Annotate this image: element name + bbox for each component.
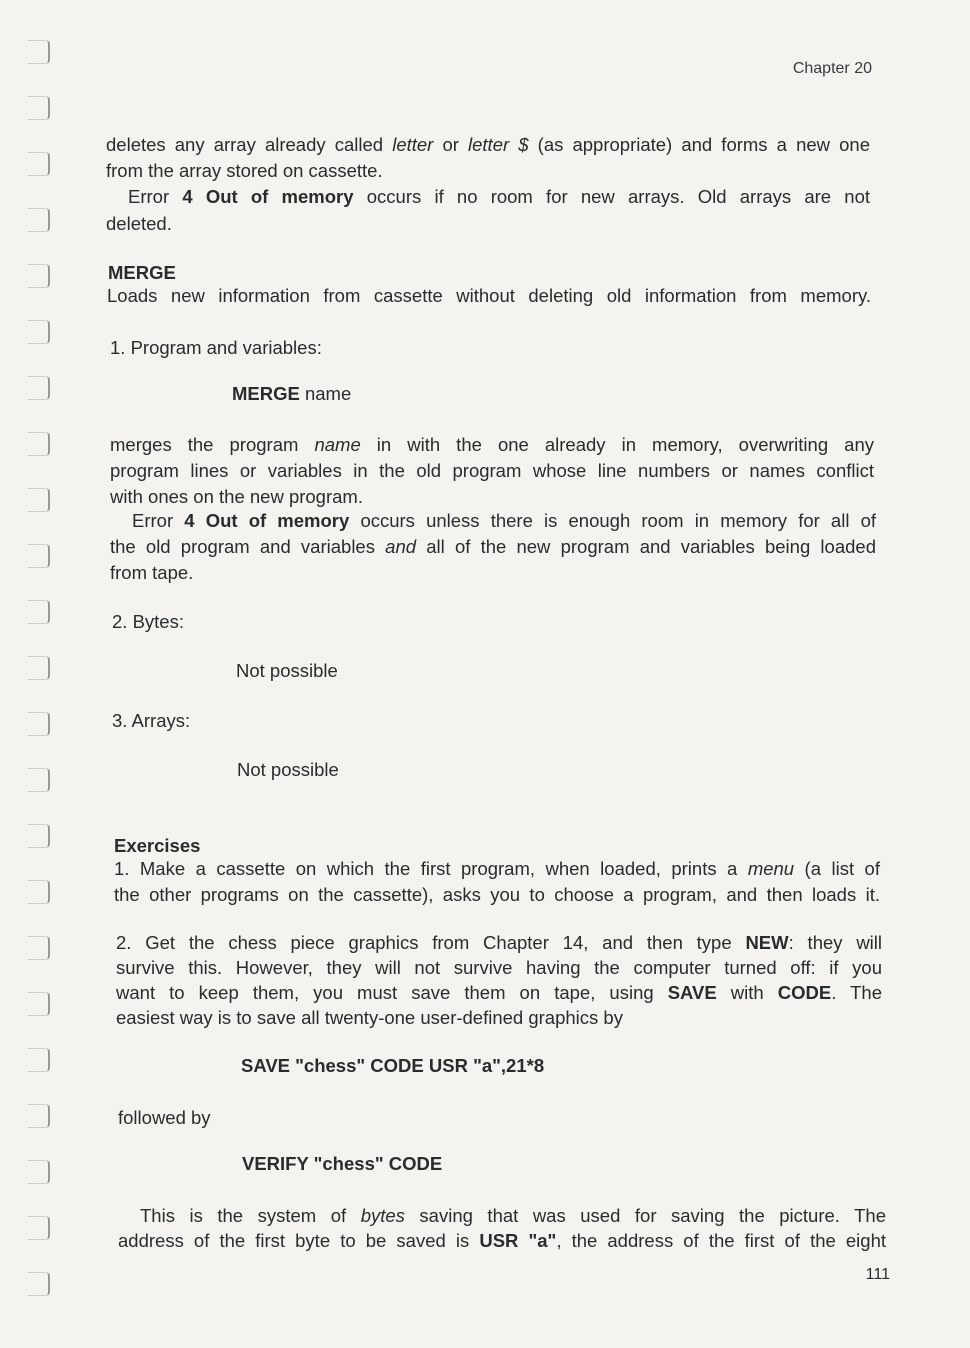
paragraph-line: program lines or variables in the old program whose line numbers or names conflict <box>110 460 874 481</box>
binding-ring <box>28 40 50 64</box>
spiral-binding <box>28 40 54 1340</box>
binding-ring <box>28 1216 50 1240</box>
binding-ring <box>28 768 50 792</box>
binding-ring <box>28 712 50 736</box>
binding-ring <box>28 1272 50 1296</box>
command-line: SAVE "chess" CODE USR "a",21*8 <box>241 1055 545 1076</box>
binding-ring <box>28 544 50 568</box>
paragraph-line: survive this. However, they will not survive having the computer turned off: if you <box>116 957 882 978</box>
paragraph-line: address of the first byte to be saved is USR "a", the address of the first of the eight <box>118 1230 886 1251</box>
paragraph-line: merges the program name in with the one already in memory, overwriting any <box>110 434 874 455</box>
binding-ring <box>28 488 50 512</box>
paragraph-line: Error 4 Out of memory occurs unless there is enough room in memory for all of <box>132 510 877 531</box>
paragraph-line: This is the system of bytes saving that was used for saving the picture. The <box>140 1205 886 1226</box>
paragraph-line: 1. Make a cassette on which the first program, when loaded, prints a menu (a list of <box>114 858 880 879</box>
paragraph-line: want to keep them, you must save them on tape, using SAVE with CODE. The <box>116 982 882 1003</box>
binding-ring <box>28 320 50 344</box>
binding-ring <box>28 936 50 960</box>
paragraph-line: the old program and variables and all of the new program and variables being loaded <box>110 536 876 557</box>
list-item: 3. Arrays: <box>112 710 191 731</box>
binding-ring <box>28 376 50 400</box>
section-heading: Exercises <box>114 835 201 856</box>
paragraph-line: from the array stored on cassette. <box>106 160 383 181</box>
paragraph-line: 2. Get the chess piece graphics from Chapter 14, and then type NEW: they will <box>116 932 883 953</box>
paragraph-line: easiest way is to save all twenty-one user-defined graphics by <box>116 1007 623 1028</box>
paragraph-line: Loads new information from cassette without deleting old information from memory. <box>107 285 871 306</box>
list-item-value: Not possible <box>237 759 339 780</box>
binding-ring <box>28 432 50 456</box>
binding-ring <box>28 880 50 904</box>
binding-ring <box>28 600 50 624</box>
paragraph-line: deleted. <box>106 213 172 234</box>
page-number: 111 <box>865 1266 890 1283</box>
binding-ring <box>28 96 50 120</box>
binding-ring <box>28 264 50 288</box>
paragraph-line: deletes any array already called letter or letter $ (as appropriate) and forms a new one <box>106 134 870 155</box>
paragraph-line: the other programs on the cassette), asks you to choose a program, and then loads it. <box>114 884 880 905</box>
binding-ring <box>28 152 50 176</box>
syntax-line: MERGE name <box>232 383 352 404</box>
paragraph-line: from tape. <box>110 562 194 583</box>
binding-ring <box>28 1160 50 1184</box>
paragraph-line: with ones on the new program. <box>110 486 363 507</box>
binding-ring <box>28 992 50 1016</box>
paragraph-line: followed by <box>118 1107 211 1128</box>
section-heading: MERGE <box>108 262 176 283</box>
command-line: VERIFY "chess" CODE <box>242 1153 443 1174</box>
list-item: 1. Program and variables: <box>110 337 322 358</box>
chapter-header: Chapter 20 <box>792 60 872 77</box>
binding-ring <box>28 208 50 232</box>
list-item: 2. Bytes: <box>112 611 184 632</box>
binding-ring <box>28 656 50 680</box>
binding-ring <box>28 1048 50 1072</box>
binding-ring <box>28 1104 50 1128</box>
paragraph-line: Error 4 Out of memory occurs if no room for new arrays. Old arrays are not <box>128 186 871 207</box>
list-item-value: Not possible <box>236 660 338 681</box>
binding-ring <box>28 824 50 848</box>
